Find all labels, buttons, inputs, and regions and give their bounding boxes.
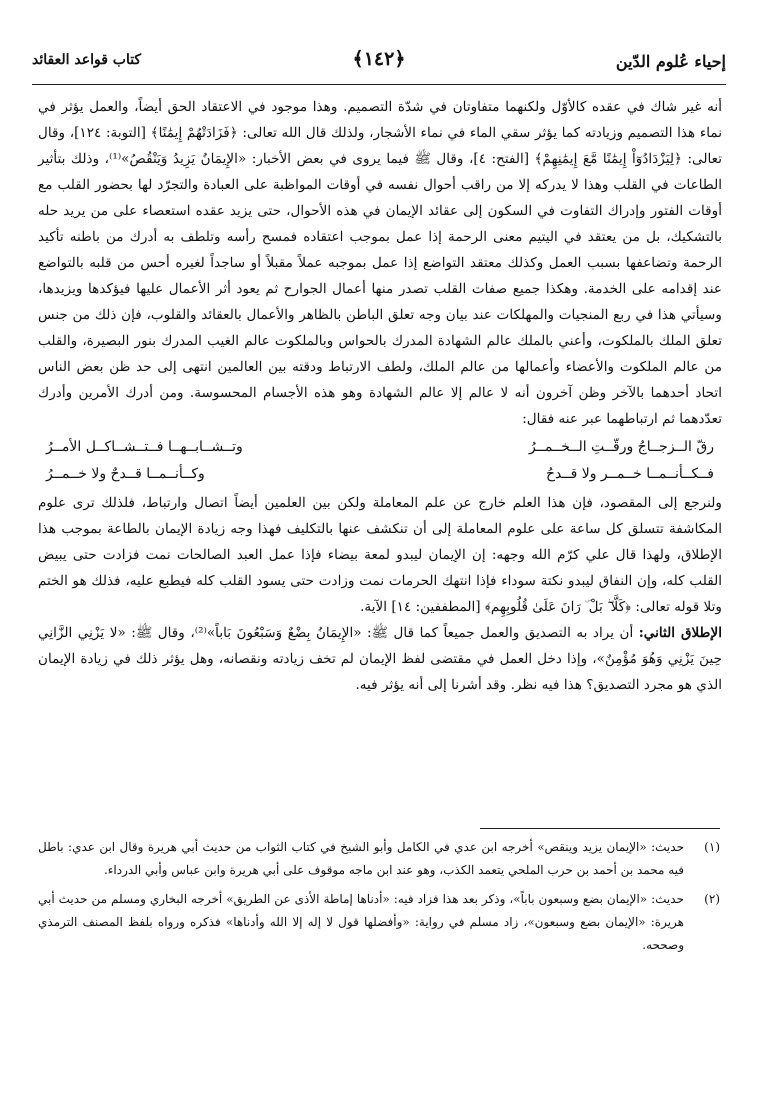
poem-verses (38, 434, 722, 488)
verse-line (38, 434, 722, 461)
verse-hemistich: فــكــأنــمــا خــمــر ولا قــدحُ (545, 466, 714, 482)
main-text (38, 94, 722, 698)
paragraph: ولنرجع إلى المقصود، فإن هذا العلم خارج عن علم المعاملة ولكن بين العلمين أيضاً اتصال وارتباط، فلذلك ترى علوم المكاشفة تتسلق كل ساعة على علوم المعاملة إلى أن تنكشف عنها بالتكليف فهذا وجه زيادة الإيمان بالطاعة بموجب هذا الإطلاق، ولهذا قال علي كرّم الله وجهه: إن الإيمان ليبدو لمعة بيضاء فإذا عمل العبد الصالحات نمت فزادت حتى يبيض القلب كله، وإن النفاق ليبدو نكتة سوداء فإذا انتهك الحرمات نمت وزادت حتى يسود القلب كله فيطبع عليه، فذلك هو الختم وتلا قوله تعالى: ﴿كَلَّا ۖ بَلْ ۜ رَانَ عَلَىٰ قُلُوبِهِم﴾ [المطففين: ١٤] الآية. (38, 495, 722, 615)
footnote-rule (480, 828, 720, 829)
footnote-number: (٢) (704, 892, 720, 906)
footnotes (38, 836, 720, 963)
page-header (32, 44, 726, 80)
verse-hemistich: رقّ الــزجــاجُ ورقّــتِ الــخــمــرُ (528, 439, 714, 455)
book-title: إحياء عُلوم الدّين (615, 52, 726, 71)
verse-hemistich: وكــأنــمــا قــدحٌ ولا خــمــرُ (46, 466, 205, 482)
paragraph (38, 620, 722, 698)
section-lead: الإطلاق الثاني: (638, 625, 722, 641)
footnote (38, 836, 720, 882)
paragraph: أنه غير شاك في عقده كالأوّل ولكنهما متفاوتان في شدّة التصميم. وهذا موجود في الاعتقاد الحق أيضاً، والعمل يؤثر في نماء هذا التصميم وزيادته كما يؤثر سقي الماء في نماء الأشجار، ولذلك قال الله تعالى: ﴿فَزَادَتْهُمْ إِيمَٰنًا﴾ [التوبة: ١٢٤]، وقال تعالى: ﴿لِيَزْدَادُوٓاْ إِيمَٰنًا مَّعَ إِيمَٰنِهِمْ﴾ [الفتح: ٤]، وقال ﷺ فيما يروى في بعض الأخبار: «الإِيمَانُ يَزِيدُ وَيَنْقُصُ»⁽¹⁾، وذلك بتأثير الطاعات في القلب وهذا لا يدركه إلا من راقب أحوال نفسه في أوقات المواظبة على العبادة والتجرّد لها بحضور القلب مع أوقات الفتور وإدراك التفاوت في السكون إلى عقائد الإيمان في هذه الأحوال، حتى يزيد عقده استعصاء على من يريد حله بالتشكيك، بل من يعتقد في اليتيم معنى الرحمة إذا عمل بموجب اعتقاده فمسح رأسه وتلطف به أدرك من باطنه تأكيد الرحمة وتضاعفها بسبب العمل وكذلك معتقد التواضع إذا عمل بموجبه عملاً مقبلاً أو ساجداً لغيره أحس من قلبه بالتواضع عند إقدامه على الخدمة. وهكذا جميع صفات القلب تصدر منها أعمال الجوارح ثم يعود أثر الأعمال عليها فيؤكدها ويزيدها، وسيأتي هذا في ربع المنجيات والمهلكات عند بيان وجه تعلق الباطن بالظاهر والأعمال بالعقائد والقلوب، فإن ذلك من جنس تعلق الملك بالملكوت، وأعني بالملك عالم الشهادة المدرك بالحواس وبالملكوت عالم الغيب المدرك بنور البصيرة، والقلب من عالم الملكوت والأعضاء وأعمالها من عالم الملك، ولطف الارتباط ودقته بين العالمين انتهى إلى حد ظن بعض الناس اتحاد أحدهما بالآخر وظن آخرون أنه لا عالم إلا عالم الشهادة وهو هذه الأجسام المحسوسة. ومن أدرك الأمرين وأدرك تعدّدهما ثم ارتباطهما عبر عنه فقال: (38, 99, 723, 427)
footnote-number: (١) (704, 840, 720, 854)
verse-hemistich: وتــشــابــهــا فــتــشــاكــل الأمــرُ (46, 439, 243, 455)
page-number: ﴿١٤٢﴾ (352, 48, 406, 70)
chapter-title: كتاب قواعد العقائد (32, 52, 142, 68)
header-rule (32, 84, 726, 85)
footnote-text: حديث: «الإيمان بضع وسبعون باباً»، وذكر بعد هذا فزاد فيه: «أدناها إماطة الأذى عن الطريق» أخرجه البخاري ومسلم من حديث أبي هريرة: «الإيمان بضع وسبعون»، زاد مسلم في رواية: «وأفضلها قول لا إله إلا الله وأدناها» فذكره ورواه بلفظ المصنف الترمذي وصححه. (38, 892, 684, 952)
paragraph-text: أن يراد به التصديق والعمل جميعاً كما قال ﷺ: «الإِيمَانُ بِضْعٌ وَسَبْعُونَ بَاباً»⁽²⁾، وقال ﷺ: «لا يَزْنِي الزَّانِي حِينَ يَزْنِي وَهُوَ مُؤْمِنٌ»، وإذا دخل العمل في مقتضى لفظ الإيمان لم تخف زيادته ونقصانه، وهل يؤثر ذلك في زيادة الإيمان الذي هو مجرد التصديق؟ هذا فيه نظر. وقد أشرنا إلى أنه يؤثر فيه. (38, 625, 722, 693)
footnote (38, 888, 720, 957)
verse-line (38, 461, 722, 488)
footnote-text: حديث: «الإيمان يزيد وينقص» أخرجه ابن عدي في الكامل وأبو الشيخ في كتاب الثواب من حديث أبي هريرة وقال ابن عدي: باطل فيه محمد بن أحمد بن حرب الملحي يتعمد الكذب، وهو عند ابن ماجه موقوف على أبي هريرة وابن عباس وأبي الدرداء. (38, 840, 684, 877)
